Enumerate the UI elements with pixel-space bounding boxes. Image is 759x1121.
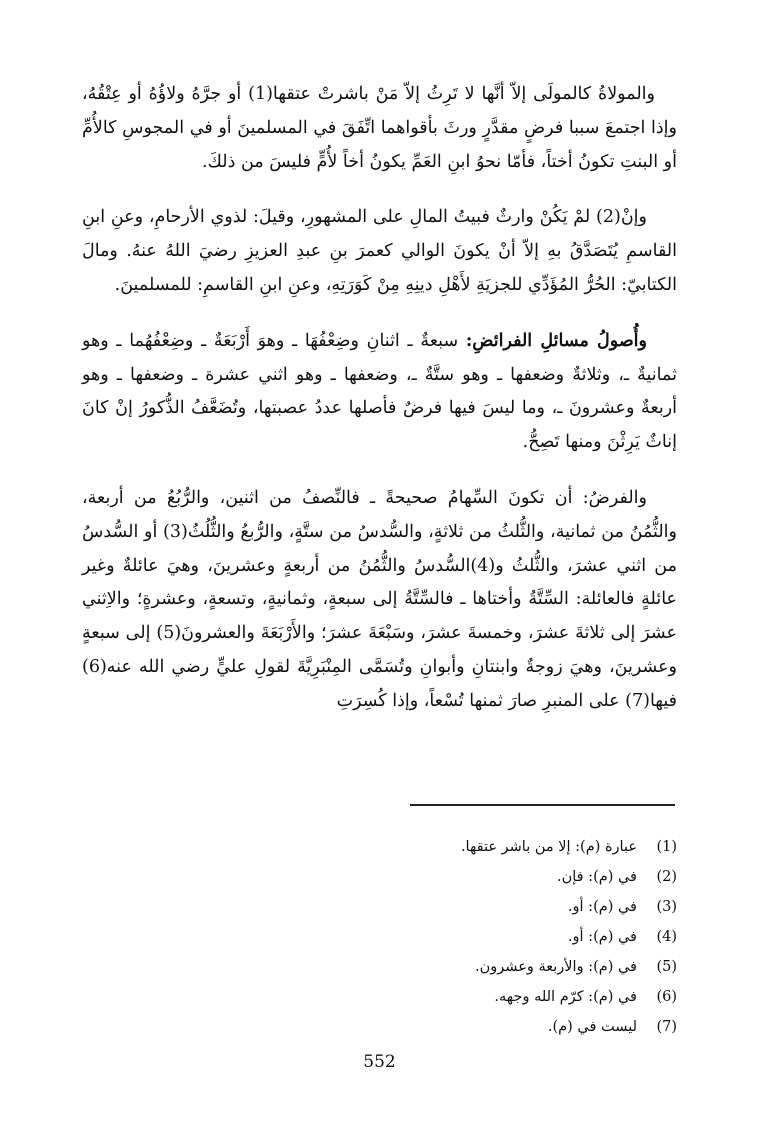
footnote-number: (6) bbox=[656, 989, 677, 1005]
footnote-item bbox=[347, 1012, 677, 1042]
footnote-item bbox=[347, 982, 677, 1012]
main-text bbox=[82, 78, 677, 719]
paragraph-lead: وأُصولُ مسائلِ الفرائضِ: bbox=[465, 330, 647, 351]
footnote-text: في (م): والأربعة وعشرون. bbox=[475, 959, 637, 975]
footnote-text: في (م): فإن. bbox=[556, 869, 637, 885]
footnote-number: (5) bbox=[656, 959, 677, 975]
paragraph-1 bbox=[82, 78, 677, 179]
paragraph-text: سبعةٌ ـ اثنانِ وضِعْفُهَا ـ وهوَ أَرْبَعَةٌ ـ وضِعْفُهُما ـ وهو ثمانيةٌ ـ، وثلاثةٌ وضعفها ـ وهو ستَّةٌ ـ، وضعفها ـ وهو اثني عشرة ـ وضعفها ـ وهو أربعةٌ وعشرونَ ـ، وما ليسَ فيها فرضٌ فأصلها عددُ عصبتها، وتُضَعَّفُ الذُّكورُ إنْ كانَ إناثٌ يَرِثْنَ ومنها تَصِحُّ. bbox=[82, 330, 677, 453]
paragraph-text: والفرضُ: أن تكونَ السِّهامُ صحيحةً ـ فالنِّصفُ من اثنين، والرُّبُعُ من أربعة، والثُّمُنُ من ثمانية، والثُّلثُ من ثلاثةٍ، والسُّدسُ من ستَّةٍ، والرُّبعُ والثُّلُثُ(3) أو السُّدسُ من اثني عشرَ، والثُّلثُ و(4)السُّدسُ والثُّمُنُ من أربعةٍ وعشرينَ، وهيَ عائلةٌ وغير عائلةٍ فالعائلة: السِّتَّةُ وأختاها ـ فالسِّتَّةُ إلى سبعةٍ، وثمانيةٍ، وتسعةٍ، وعشرةٍ؛ والاِثني عشرَ إلى ثلاثةَ عشرَ، وخمسةَ عشرَ، وسَبْعَةَ عشرَ؛ والأَرْبَعَةَ والعشرونَ(5) إلى سبعةٍ وعشرينَ، وهيَ زوجةٌ وابنتانِ وأبوانِ وتُسَمَّى المِنْبَرِيَّةَ لقولِ عليٍّ رضي الله عنه(6) فيها(7) على المنبرِ صارَ ثمنها تُسْعاً، وإذا كُسِرَتِ bbox=[82, 487, 677, 711]
paragraph-4 bbox=[82, 482, 677, 719]
page-number: 552 bbox=[363, 1052, 396, 1072]
footnote-number: (3) bbox=[656, 899, 677, 915]
footnote-number: (2) bbox=[656, 869, 677, 885]
paragraph-text: والمولاةُ كالمولَى إلاّ أنَّها لا تَرِثُ إلاّ مَنْ باشرتْ عتقها(1) أو جرَّهُ ولاؤُهُ أو عِتْقُهُ، وإذا اجتمعَ سببا فرضٍ مقدَّرٍ ورثَ بأقواهما اتِّفَقَ في المسلمينَ أو في المجوسِ كالأُمِّ أو البنتِ تكونُ أختاً، فأمّا نحوُ ابنِ العَمِّ يكونُ أخاً لأُمٍّ فليسَ من ذلكَ. bbox=[82, 84, 677, 172]
footnote-item bbox=[347, 922, 677, 952]
footnote-item bbox=[347, 892, 677, 922]
footnote-divider bbox=[410, 804, 675, 806]
paragraph-text: وإنْ(2) لمْ يَكُنْ وارثٌ فبيتُ المالِ على المشهورِ، وقيلَ: لذوي الأرحامِ، وعنِ ابنِ القاسمِ يُتَصَدَّقُ بهِ إلاّ أنْ يكونَ الوالي كعمرَ بنِ عبدِ العزيزِ رضيَ اللهُ عنهُ. ومالَ الكتابيّ: الحُرُّ المُؤَدِّي للجزيَةِ لأَهْلِ دينِهِ مِنْ كَوَرَتِهِ، وعنِ ابنِ القاسمِ: للمسلمينَ. bbox=[82, 207, 677, 295]
footnote-text: في (م): أو. bbox=[567, 899, 637, 915]
paragraph-3 bbox=[82, 325, 677, 460]
footnote-number: (1) bbox=[656, 839, 677, 855]
footnote-item bbox=[347, 832, 677, 862]
footnote-text: في (م): كرّم الله وجهه. bbox=[494, 989, 637, 1005]
footnote-number: (7) bbox=[656, 1019, 677, 1035]
paragraph-2 bbox=[82, 201, 677, 302]
footnotes-list bbox=[347, 832, 677, 1042]
footnote-text: في (م): أو. bbox=[567, 929, 637, 945]
footnote-number: (4) bbox=[656, 929, 677, 945]
footnote-item bbox=[347, 952, 677, 982]
footnote-text: عبارة (م): إلا من باشر عتقها. bbox=[460, 839, 637, 855]
footnote-item bbox=[347, 862, 677, 892]
footnote-text: ليست في (م). bbox=[547, 1019, 637, 1035]
